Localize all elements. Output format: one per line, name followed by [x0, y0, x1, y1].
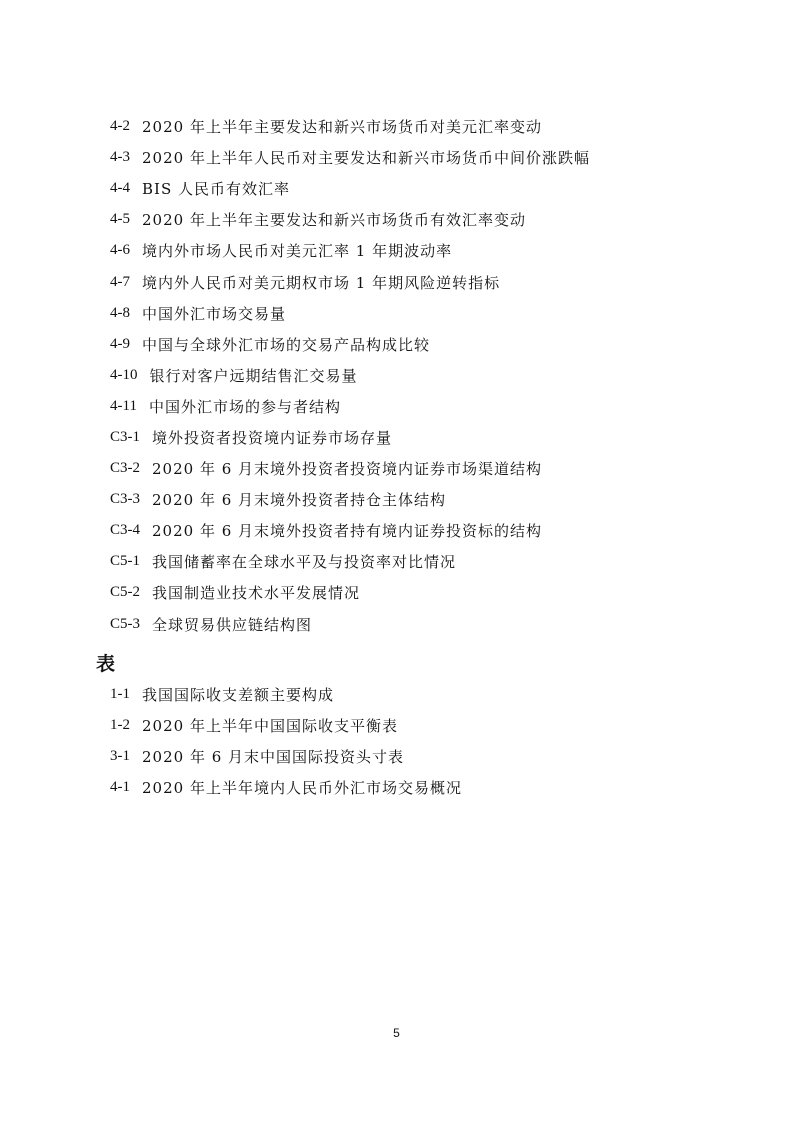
list-item: [110, 546, 750, 577]
page-number: 5: [393, 1026, 400, 1040]
list-item: [110, 484, 750, 515]
figure-number: 4-6: [110, 242, 130, 259]
figure-number: C3-1: [110, 428, 140, 445]
list-item: [110, 204, 750, 235]
figure-number: 4-9: [110, 335, 130, 352]
table-title: 2020 年上半年中国国际收支平衡表: [142, 717, 398, 736]
list-item: [110, 173, 750, 204]
figure-title: 2020 年 6 月末境外投资者持仓主体结构: [152, 491, 447, 510]
table-number: 1-1: [110, 686, 130, 703]
figure-title: 中国外汇市场的参与者结构: [148, 397, 341, 416]
figure-title: 2020 年 6 月末境外投资者投资境内证券市场渠道结构: [152, 460, 543, 479]
list-item: [110, 577, 750, 608]
figure-number: 4-7: [110, 273, 130, 290]
figure-title: 全球贸易供应链结构图: [152, 615, 313, 634]
figure-number: C5-3: [110, 615, 140, 632]
figure-title: 中国外汇市场交易量: [142, 304, 287, 323]
figure-number: 4-8: [110, 304, 130, 321]
figure-title: 2020 年上半年人民币对主要发达和新兴市场货币中间价涨跌幅: [142, 149, 590, 168]
table-title: 2020 年上半年境内人民币外汇市场交易概况: [142, 779, 462, 798]
figure-number: 4-5: [110, 211, 130, 228]
list-item: [110, 298, 750, 329]
figure-title: 2020 年上半年主要发达和新兴市场货币有效汇率变动: [142, 211, 526, 230]
list-item: [110, 710, 750, 741]
list-item: [110, 515, 750, 546]
figure-number: C5-1: [110, 553, 140, 570]
figure-title: 银行对客户远期结售汇交易量: [149, 366, 358, 385]
figure-number: C3-4: [110, 522, 140, 539]
list-item: [110, 422, 750, 453]
table-number: 1-2: [110, 717, 130, 734]
table-number: 3-1: [110, 748, 130, 765]
figure-number: 4-11: [110, 397, 137, 414]
figure-title: 2020 年 6 月末境外投资者持有境内证券投资标的结构: [152, 522, 543, 541]
figure-title: 境外投资者投资境内证券市场存量: [152, 428, 393, 447]
list-item: [110, 111, 750, 142]
figure-number: 4-4: [110, 180, 130, 197]
table-title: 2020 年 6 月末中国国际投资头寸表: [142, 748, 405, 767]
figure-number: C3-3: [110, 491, 140, 508]
list-item: [110, 360, 750, 391]
figure-title: BIS 人民币有效汇率: [142, 180, 290, 199]
list-item: [110, 266, 750, 297]
list-item: [110, 235, 750, 266]
list-item: [110, 329, 750, 360]
table-title: 我国国际收支差额主要构成: [142, 686, 335, 705]
figure-number: 4-10: [110, 366, 138, 383]
figure-title: 我国储蓄率在全球水平及与投资率对比情况: [152, 553, 457, 572]
figure-number: C3-2: [110, 460, 140, 477]
figure-title: 我国制造业技术水平发展情况: [152, 584, 361, 603]
list-item: [110, 142, 750, 173]
list-item: [110, 609, 750, 640]
list-item: [110, 741, 750, 772]
table-number: 4-1: [110, 779, 130, 796]
list-item: [110, 679, 750, 710]
list-item: [110, 391, 750, 422]
table-list: [110, 679, 750, 803]
figure-title: 境内外人民币对美元期权市场 1 年期风险逆转指标: [142, 273, 501, 292]
figure-number: 4-2: [110, 118, 130, 135]
figure-title: 境内外市场人民币对美元汇率 1 年期波动率: [142, 242, 453, 261]
figure-title: 中国与全球外汇市场的交易产品构成比较: [142, 335, 431, 354]
figure-title: 2020 年上半年主要发达和新兴市场货币对美元汇率变动: [142, 118, 542, 137]
list-item: [110, 772, 750, 803]
list-item: [110, 453, 750, 484]
tables-section-heading: 表: [96, 653, 116, 675]
figure-list: [110, 111, 750, 640]
figure-number: 4-3: [110, 149, 130, 166]
figure-number: C5-2: [110, 584, 140, 601]
